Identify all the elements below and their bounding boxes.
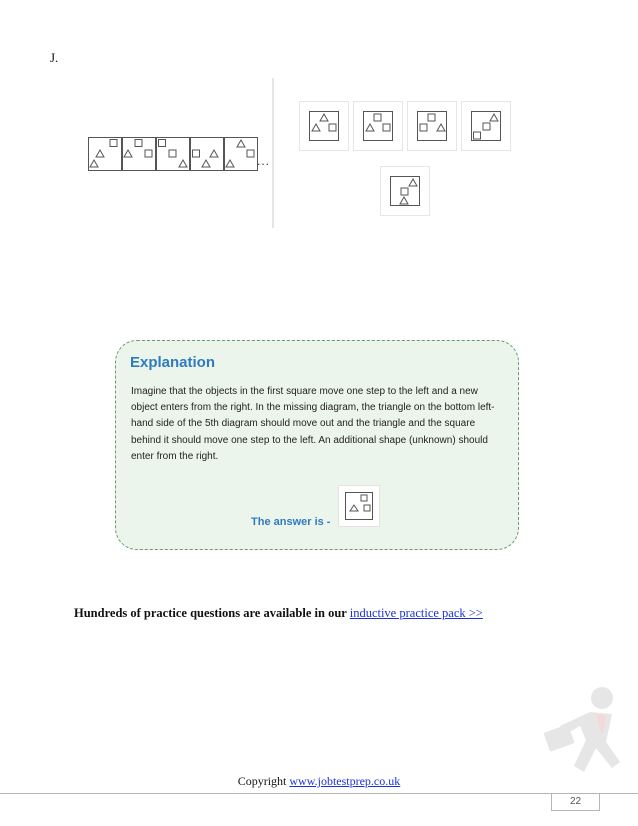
option-box <box>471 111 501 141</box>
copyright-prefix: Copyright <box>237 774 287 788</box>
sequence-box-3 <box>156 137 190 171</box>
option-box <box>417 111 447 141</box>
triangle-square-icon <box>391 177 419 205</box>
answer-diagram <box>338 485 380 527</box>
triangle-square-icon <box>157 138 189 170</box>
option-box <box>390 176 420 206</box>
triangle-square-icon <box>310 112 338 140</box>
option-box <box>363 111 393 141</box>
promo-line <box>74 606 483 621</box>
option-e[interactable] <box>380 166 430 216</box>
footer-divider <box>0 793 638 794</box>
triangle-square-icon <box>364 112 392 140</box>
website-link[interactable]: www.jobtestprep.co.uk <box>289 774 401 788</box>
explanation-body: Imagine that the objects in the first square move one step to the left and a new object enters from the right. In the missing diagram, the triangle on the bottom left-hand side of the 5th diagram should move out and the triangle and the square behind it should move one step to the left. An additional shape (unknown) should enter from the right. <box>131 386 495 462</box>
triangle-square-icon <box>191 138 223 170</box>
triangle-square-icon <box>346 493 372 519</box>
option-d[interactable] <box>461 101 511 151</box>
promo-text: Hundreds of practice questions are available in our <box>74 606 347 620</box>
option-c[interactable] <box>407 101 457 151</box>
triangle-square-icon <box>123 138 155 170</box>
sequence-box-5 <box>224 137 258 171</box>
explanation-title: Explanation <box>130 354 216 371</box>
sequence-ellipsis: ... <box>257 154 271 168</box>
sequence-box-1 <box>88 137 122 171</box>
triangle-square-icon <box>418 112 446 140</box>
triangle-square-icon <box>225 138 257 170</box>
option-box <box>309 111 339 141</box>
question-label: J. <box>50 50 59 65</box>
answer-label: The answer is - <box>251 516 331 528</box>
copyright-line <box>0 774 638 789</box>
running-businessman-watermark-icon <box>540 676 635 786</box>
option-a[interactable] <box>299 101 349 151</box>
triangle-square-icon <box>89 138 121 170</box>
sequence-box-4 <box>190 137 224 171</box>
option-b[interactable] <box>353 101 403 151</box>
answer-box <box>345 492 373 520</box>
vertical-divider <box>272 78 274 228</box>
triangle-square-icon <box>472 112 500 140</box>
practice-pack-link[interactable]: inductive practice pack >> <box>349 606 483 620</box>
sequence-box-2 <box>122 137 156 171</box>
page-number: 22 <box>551 794 600 811</box>
